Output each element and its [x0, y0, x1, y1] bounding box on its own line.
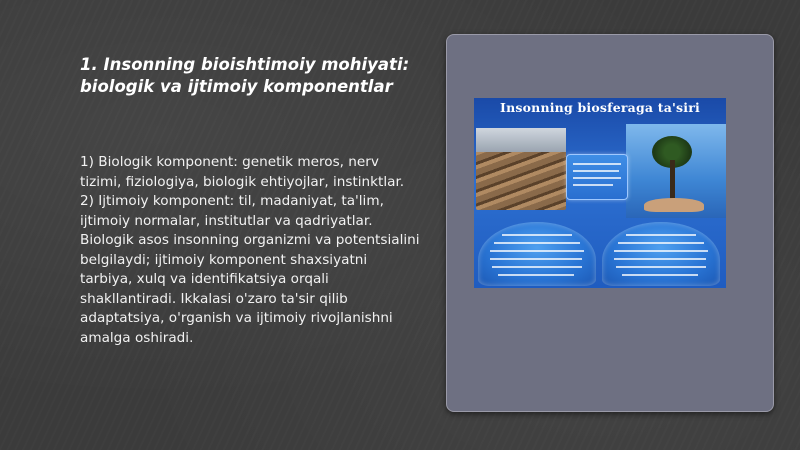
logs-sky-image: [476, 128, 566, 152]
biosphere-picture: [474, 98, 726, 288]
picture-title: Insonning biosferaga ta'siri: [500, 100, 700, 115]
tree-trunk-image: [670, 160, 675, 202]
left-text-blob: [478, 222, 596, 286]
callout-box: [566, 154, 628, 200]
slide-title: 1. Insonning bioishtimoiy mohiyati: biologik va ijtimoiy komponentlar: [80, 55, 410, 96]
right-text-blob: [602, 222, 720, 286]
hands-image: [644, 198, 704, 212]
slide-body-text: 1) Biologik komponent: genetik meros, nerv tizimi, fiziologiya, biologik ehtiyojlar, instinktlar. 2) Ijtimoiy komponent: til, madaniyat, ta'lim, ijtimoiy normalar, institutlar va qadriyatlar. Biologik asos insonning organizmi va potentsialini belgilaydi; ijtimoiy komponent shaxsiyatni tarbiya, xulq va identifikatsiya orqali shakllantiradi. Ikkalasi o'zaro ta'sir qilib adaptatsiya, o'rganish va ijtimoiy rivojlanishni amalga oshiradi.: [80, 154, 420, 346]
